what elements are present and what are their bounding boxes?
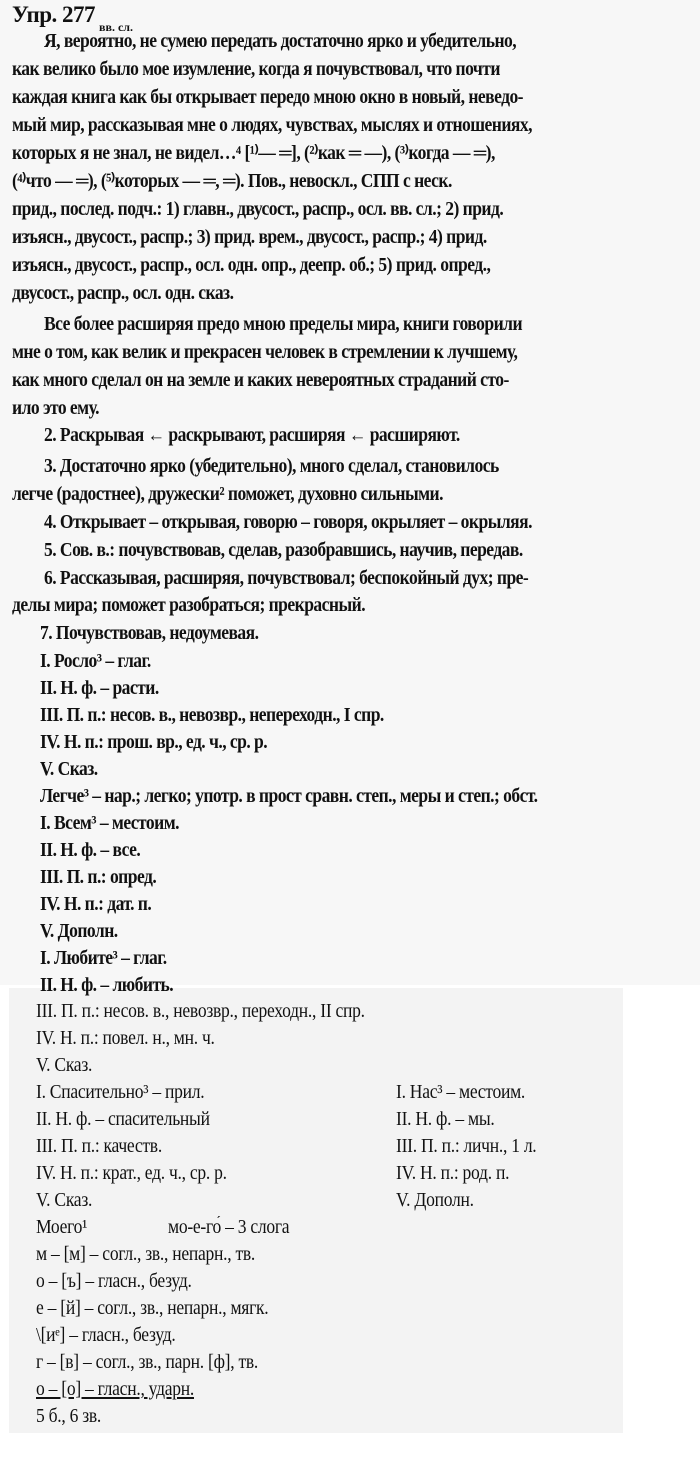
morph-right-line: I. Нас³ – местоим. [396, 1082, 526, 1103]
morph-line: Легче³ – нар.; легко; употр. в прост сравн. степ., меры и степ.; обст. [40, 786, 538, 807]
item-3: 3. Достаточно ярко (убедительно), много сделал, становилось [44, 456, 499, 477]
item-5: 5. Сов. в.: почувствовав, сделав, разобравшись, научив, передав. [44, 540, 523, 561]
text-line: ило это ему. [12, 398, 99, 419]
morph-line: IV. Н. п.: прош. вр., ед. ч., ср. р. [40, 732, 268, 753]
morph-line: II. Н. ф. – расти. [40, 678, 159, 699]
morph-line: II. Н. ф. – все. [40, 840, 141, 861]
text-line: каждая книга как бы открывает передо мною окно в новый, неведо- [12, 87, 523, 108]
morph-line: III. П. п.: несов. в., невозвр., переходн., II спр. [36, 1001, 365, 1022]
text-line: Я, вероятно, не сумею передать достаточно ярко и убедительно, [44, 31, 517, 52]
morph-right-line: III. П. п.: личн., 1 л. [396, 1136, 537, 1157]
morph-left-line: V. Сказ. [36, 1190, 93, 1211]
text-line: мне о том, как велик и прекрасен человек в стремлении к лучшему, [12, 342, 518, 363]
morph-left-line: I. Спасительно³ – прил. [36, 1082, 205, 1103]
phonetic-line: м – [м] – согл., зв., непарн., тв. [36, 1244, 256, 1265]
morph-line: I. Любите³ – глаг. [40, 948, 167, 969]
morph-left-line: III. П. п.: качеств. [36, 1136, 162, 1157]
item-4: 4. Открывает – открывая, говорю – говоря, окрыляет – окрыляя. [44, 512, 532, 533]
morph-line: V. Сказ. [36, 1055, 93, 1076]
morph-line: I. Росло³ – глаг. [40, 651, 151, 672]
item-3-cont: легче (радостнее), дружески² поможет, духовно сильными. [12, 484, 443, 505]
exercise-title: Упр. 277 [12, 2, 96, 27]
phonetic-line-stressed: о – [о] – гласн., ударн. [36, 1379, 195, 1400]
item-2: 2. Раскрывая ← раскрывают, расширяя ← расширяют. [44, 425, 460, 446]
morph-line: IV. Н. п.: дат. п. [40, 894, 152, 915]
morph-right-line: II. Н. ф. – мы. [396, 1109, 495, 1130]
item-7: 7. Почувствовав, недоумевая. [40, 623, 259, 644]
morph-line: IV. Н. п.: повел. н., мн. ч. [36, 1028, 215, 1049]
morph-left-line: IV. Н. п.: крат., ед. ч., ср. р. [36, 1163, 227, 1184]
morph-line: I. Всем³ – местоим. [40, 813, 179, 834]
phonetic-line: о – [ъ] – гласн., безуд. [36, 1271, 192, 1292]
text-line: изъясн., двусост., распр., осл. одн. опр., деепр. об.; 5) прид. опред., [12, 255, 491, 276]
phonetic-line: е – [й] – согл., зв., непарн., мягк. [36, 1298, 269, 1319]
phonetic-syllables: мо-е-го́ – 3 слога [168, 1217, 290, 1238]
item-6-cont: делы мира; поможет разобраться; прекрасный. [12, 595, 366, 616]
text-line: которых я не знал, не видел…⁴ [¹⁾— ═], (²⁾как ═ —), (³⁾когда — ═), [12, 143, 495, 164]
text-line: как велико было мое изумление, когда я почувствовал, что почти [12, 59, 500, 80]
morph-line: V. Дополн. [40, 921, 118, 942]
phonetic-line: г – [в] – согл., зв., парн. [ф], тв. [36, 1352, 259, 1373]
morph-line: III. П. п.: опред. [40, 867, 157, 888]
morph-left-line: II. Н. ф. – спасительный [36, 1109, 210, 1130]
phonetic-word: Моего¹ [36, 1217, 88, 1238]
text-line: (⁴⁾что — ═), (⁵⁾которых — ═, ═). Пов., невоскл., СПП с неск. [12, 171, 452, 192]
text-line: прид., послед. подч.: 1) главн., двусост., распр., осл. вв. сл.; 2) прид. [12, 199, 504, 220]
text-line: как много сделал он на земле и каких невероятных страданий сто- [12, 370, 509, 391]
morph-line: II. Н. ф. – любить. [40, 975, 174, 996]
morph-line: V. Сказ. [40, 759, 98, 780]
text-line: двусост., распр., осл. одн. сказ. [12, 283, 234, 304]
morph-line: III. П. п.: несов. в., невозвр., непереходн., I спр. [40, 705, 384, 726]
phonetic-line: \[иᵉ] – гласн., безуд. [36, 1325, 176, 1346]
morph-right-line: V. Дополн. [396, 1190, 474, 1211]
parenthetical-note: вв. сл. [99, 20, 134, 34]
item-6: 6. Рассказывая, расширяя, почувствовал; беспокойный дух; пре- [44, 568, 529, 589]
text-line: изъясн., двусост., распр.; 3) прид. врем., двусост., распр.; 4) прид. [12, 227, 487, 248]
morph-right-line: IV. Н. п.: род. п. [396, 1163, 510, 1184]
text-line: Все более расширяя предо мною пределы мира, книги говорили [44, 314, 523, 335]
text-line: мый мир, рассказывая мне о людях, чувствах, мыслях и отношениях, [12, 115, 532, 136]
phonetic-summary: 5 б., 6 зв. [36, 1406, 102, 1427]
